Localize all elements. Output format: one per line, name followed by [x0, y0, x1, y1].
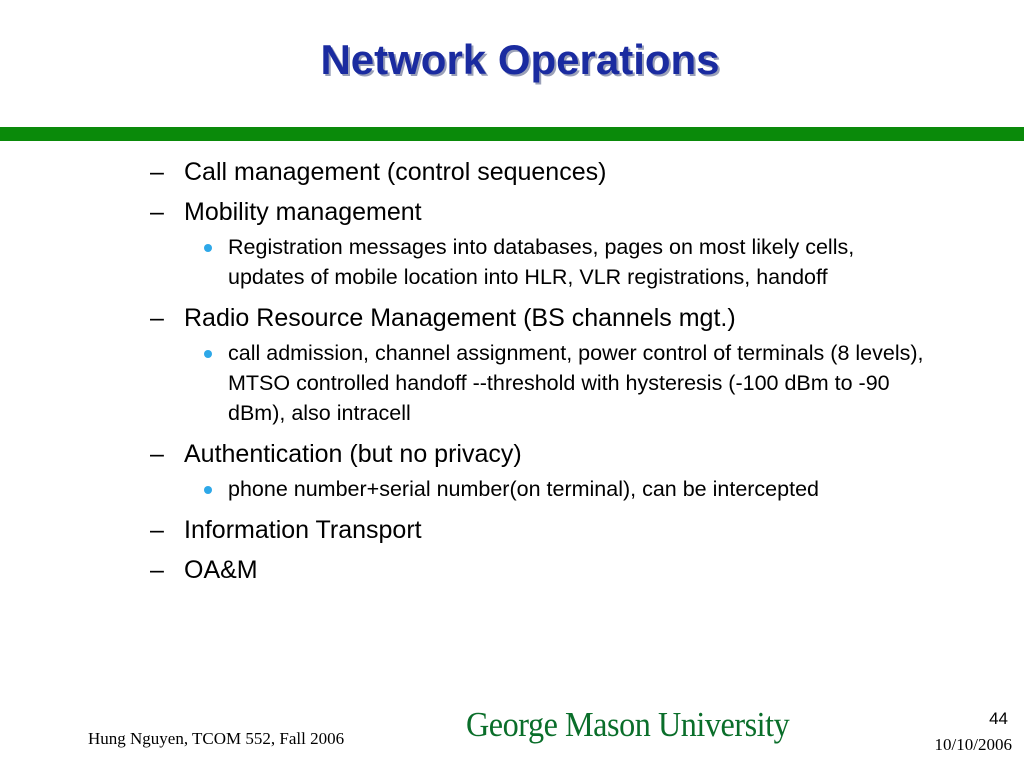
- footer-date: 10/10/2006: [934, 735, 1012, 754]
- bullet-text: Call management (control sequences): [184, 158, 607, 186]
- bullet-text: Radio Resource Management (BS channels mgt.): [184, 304, 736, 332]
- title-divider-bar: [0, 127, 1024, 141]
- bullet-text: OA&M: [184, 556, 258, 584]
- slide-title: Network Operations: [320, 36, 720, 83]
- bullet-text: Authentication (but no privacy): [184, 440, 522, 468]
- sub-bullet-registration: [228, 232, 950, 292]
- dash-bullet: –: [150, 198, 164, 226]
- footer-author: Hung Nguyen, TCOM 552, Fall 2006: [88, 729, 345, 748]
- bullet-authentication: [150, 438, 950, 470]
- sub-bullet-text: Registration messages into databases, pages on most likely cells, updates of mobile location into HLR, VLR registrations, handoff: [228, 235, 855, 289]
- bullet-call-management: [150, 156, 950, 188]
- bullet-text: Mobility management: [184, 198, 422, 226]
- dash-bullet: –: [150, 516, 164, 544]
- sub-bullet-text: phone number+serial number(on terminal), can be intercepted: [228, 477, 819, 501]
- bullet-radio-resource-management: [150, 302, 950, 334]
- page-number: 44: [989, 709, 1008, 728]
- dash-bullet: –: [150, 304, 164, 332]
- bullet-text: Information Transport: [184, 516, 422, 544]
- sub-bullet-text: call admission, channel assignment, power control of terminals (8 levels), MTSO controlled handoff --threshold with hysteresis (-100 dBm to -90 dBm), also intracell: [228, 341, 924, 425]
- slide-body: [150, 156, 950, 594]
- dash-bullet: –: [150, 440, 164, 468]
- sub-bullet-call-admission: [228, 338, 950, 428]
- sub-bullet-phone-number: [228, 474, 950, 504]
- dash-bullet: –: [150, 158, 164, 186]
- dot-bullet-icon: [204, 486, 212, 494]
- dot-bullet-icon: [204, 244, 212, 252]
- bullet-mobility-management: [150, 196, 950, 228]
- bullet-oam: [150, 554, 950, 586]
- dash-bullet: –: [150, 556, 164, 584]
- dot-bullet-icon: [204, 350, 212, 358]
- university-logo: George Mason University: [466, 705, 790, 744]
- bullet-information-transport: [150, 514, 950, 546]
